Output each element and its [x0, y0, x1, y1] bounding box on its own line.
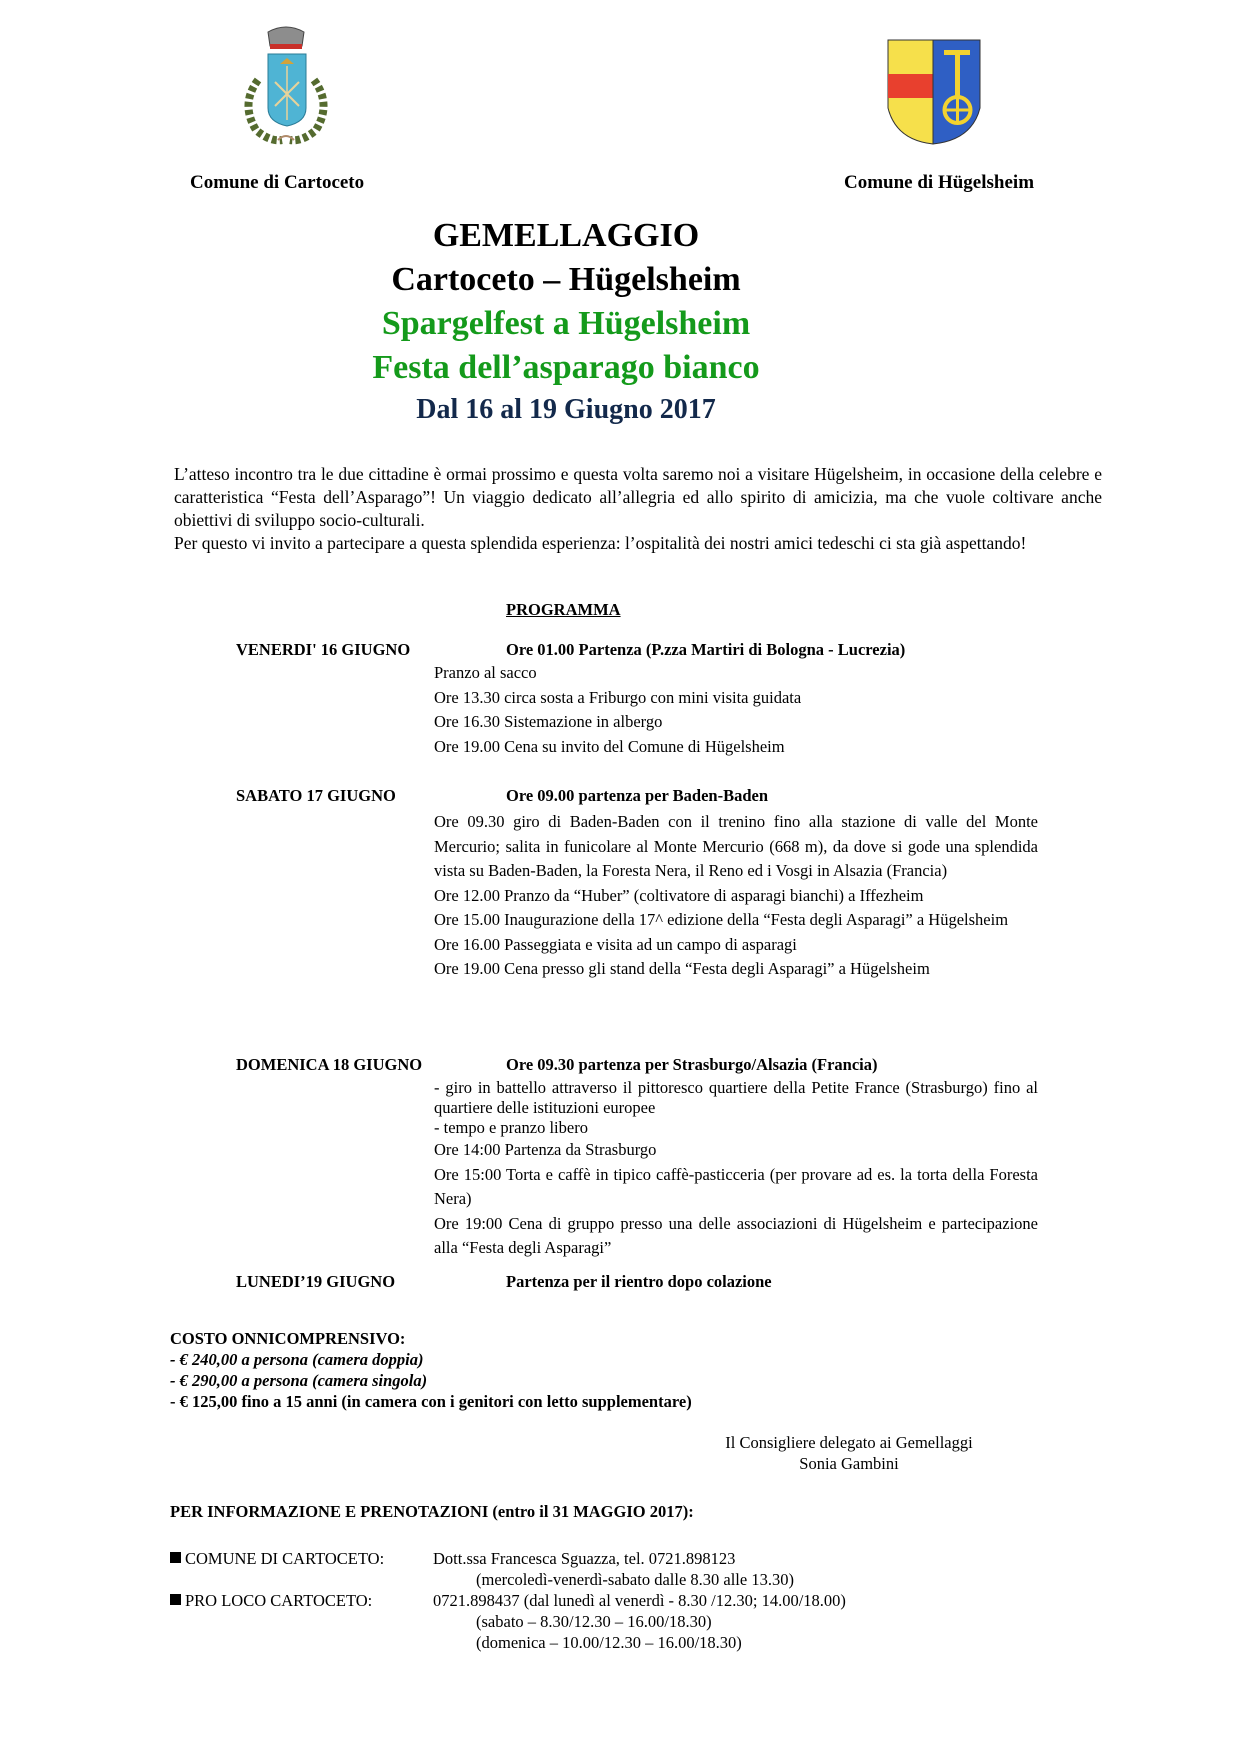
- program-item: Ore 13.30 circa sosta a Friburgo con mini visita guidata: [434, 687, 802, 707]
- contact-label: COMUNE DI CARTOCETO:: [185, 1549, 385, 1568]
- program-item: Ore 16.30 Sistemazione in albergo: [434, 712, 663, 731]
- program-item: Ore 16.00 Passeggiata e visita ad un campo di asparagi: [434, 934, 797, 954]
- program-item: Ore 14:00 Partenza da Strasburgo: [434, 1140, 657, 1159]
- intro-paragraph: L’atteso incontro tra le due cittadine è ormai prossimo e questa volta saremo noi a visitare Hügelsheim, in occasione della celebre e caratteristica “Festa dell’Asparago”! Un viaggio dedicato all’allegria ed allo spirito di amicizia, ma che vuole coltivare anche obiettivi di sviluppo socio-culturali.: [174, 464, 1102, 530]
- program-item: - tempo e pranzo libero: [434, 1118, 588, 1137]
- program-item: Pranzo al sacco: [434, 663, 537, 682]
- contact-hours: (sabato – 8.30/12.30 – 16.00/18.30): [476, 1612, 712, 1631]
- title-dates: Dal 16 al 19 Giugno 2017: [416, 394, 716, 425]
- program-item: - giro in battello attraverso il pittoresco quartiere della Petite France (Strasburgo) fino al quartiere delle istituzioni europee: [434, 1078, 1038, 1117]
- program-item: Ore 09.30 giro di Baden-Baden con il trenino fino alla stazione di valle del Monte Mercurio; salita in funicolare al Monte Mercurio (668 m), da dove si gode una splendida vista su Baden-Baden, la Foresta Nera, il Reno ed i Vosgi in Alsazia (Francia): [434, 812, 1038, 880]
- contact-extra-row: [170, 1611, 1050, 1632]
- cost-line: - € 125,00 fino a 15 anni (in camera con i genitori con letto supplementare): [170, 1392, 692, 1411]
- title-gemellaggio: GEMELLAGGIO: [432, 217, 700, 254]
- cost-line: - € 290,00 a persona (camera singola): [170, 1371, 428, 1390]
- programma-heading: PROGRAMMA: [506, 600, 621, 619]
- program-item: Ore 19:00 Cena di gruppo presso una delle associazioni di Hügelsheim e partecipazione alla “Festa degli Asparagi”: [434, 1213, 1038, 1257]
- day-headline: Partenza per il rientro dopo colazione: [506, 1272, 772, 1291]
- day-label: VENERDI' 16 GIUGNO: [236, 640, 411, 659]
- program-item: Ore 19.00 Cena presso gli stand della “Festa degli Asparagi” a Hügelsheim: [434, 959, 930, 978]
- square-bullet-icon: [170, 1552, 181, 1563]
- contact-label: PRO LOCO CARTOCETO:: [185, 1591, 373, 1610]
- day-label: DOMENICA 18 GIUGNO: [236, 1055, 423, 1074]
- title-festa: Festa dell’asparago bianco: [372, 349, 760, 386]
- title-towns: Cartoceto – Hügelsheim: [391, 261, 741, 298]
- day-items: [434, 1078, 1038, 1261]
- comune-cartoceto-label: Comune di Cartoceto: [190, 172, 365, 193]
- contact-row: [170, 1548, 1050, 1569]
- contact-hours: (domenica – 10.00/12.30 – 16.00/18.30): [476, 1633, 742, 1652]
- day-label: SABATO 17 GIUGNO: [236, 786, 396, 805]
- costs-heading: COSTO ONNICOMPRENSIVO:: [170, 1329, 406, 1348]
- contact-extra-row: [170, 1569, 1050, 1590]
- comune-hugelsheim-label: Comune di Hügelsheim: [844, 172, 1035, 193]
- program-item: Ore 19.00 Cena su invito del Comune di Hügelsheim: [434, 736, 785, 756]
- day-label: LUNEDI’19 GIUGNO: [236, 1272, 396, 1291]
- contact-value: Dott.ssa Francesca Sguazza, tel. 0721.898123: [433, 1549, 736, 1568]
- contact-hours: (mercoledì-venerdì-sabato dalle 8.30 alle 13.30): [476, 1570, 794, 1589]
- signature-block: [694, 1432, 1004, 1474]
- day-headline: Ore 09.30 partenza per Strasburgo/Alsazia (Francia): [506, 1055, 878, 1074]
- day-headline: Ore 09.00 partenza per Baden-Baden: [506, 786, 769, 805]
- info-contacts: [170, 1548, 1050, 1653]
- costs-section: [170, 1328, 692, 1412]
- contact-extra-row: [170, 1632, 1050, 1653]
- day-items: [434, 661, 1038, 759]
- intro-text: [174, 463, 1102, 555]
- contact-row: [170, 1590, 1050, 1611]
- signature-name: Sonia Gambini: [799, 1454, 899, 1473]
- program-item: Ore 12.00 Pranzo da “Huber” (coltivatore di asparagi bianchi) a Iffezheim: [434, 885, 924, 905]
- program-item: Ore 15.00 Inaugurazione della 17^ edizione della “Festa degli Asparagi” a Hügelsheim: [434, 910, 1009, 929]
- title-spargelfest: Spargelfest a Hügelsheim: [381, 305, 751, 342]
- info-heading: PER INFORMAZIONE E PRENOTAZIONI (entro il 31 MAGGIO 2017):: [170, 1502, 694, 1521]
- square-bullet-icon: [170, 1594, 181, 1605]
- cost-line: - € 240,00 a persona (camera doppia): [170, 1350, 424, 1369]
- program-item: Ore 15:00 Torta e caffè in tipico caffè-pasticceria (per provare ad es. la torta della Foresta Nera): [434, 1164, 1038, 1208]
- intro-paragraph: Per questo vi invito a partecipare a questa splendida esperienza: l’ospitalità dei nostri amici tedeschi ci sta già aspettando!: [174, 533, 1027, 553]
- signature-role: Il Consigliere delegato ai Gemellaggi: [725, 1433, 973, 1452]
- title-block: [0, 214, 1132, 430]
- day-headline: Ore 01.00 Partenza (P.zza Martiri di Bologna - Lucrezia): [506, 640, 906, 659]
- contact-value: 0721.898437 (dal lunedì al venerdì - 8.30 /12.30; 14.00/18.00): [433, 1591, 846, 1610]
- cartoceto-coat-of-arms: [230, 24, 342, 154]
- day-items: [434, 810, 1038, 982]
- hugelsheim-coat-of-arms: [886, 38, 982, 146]
